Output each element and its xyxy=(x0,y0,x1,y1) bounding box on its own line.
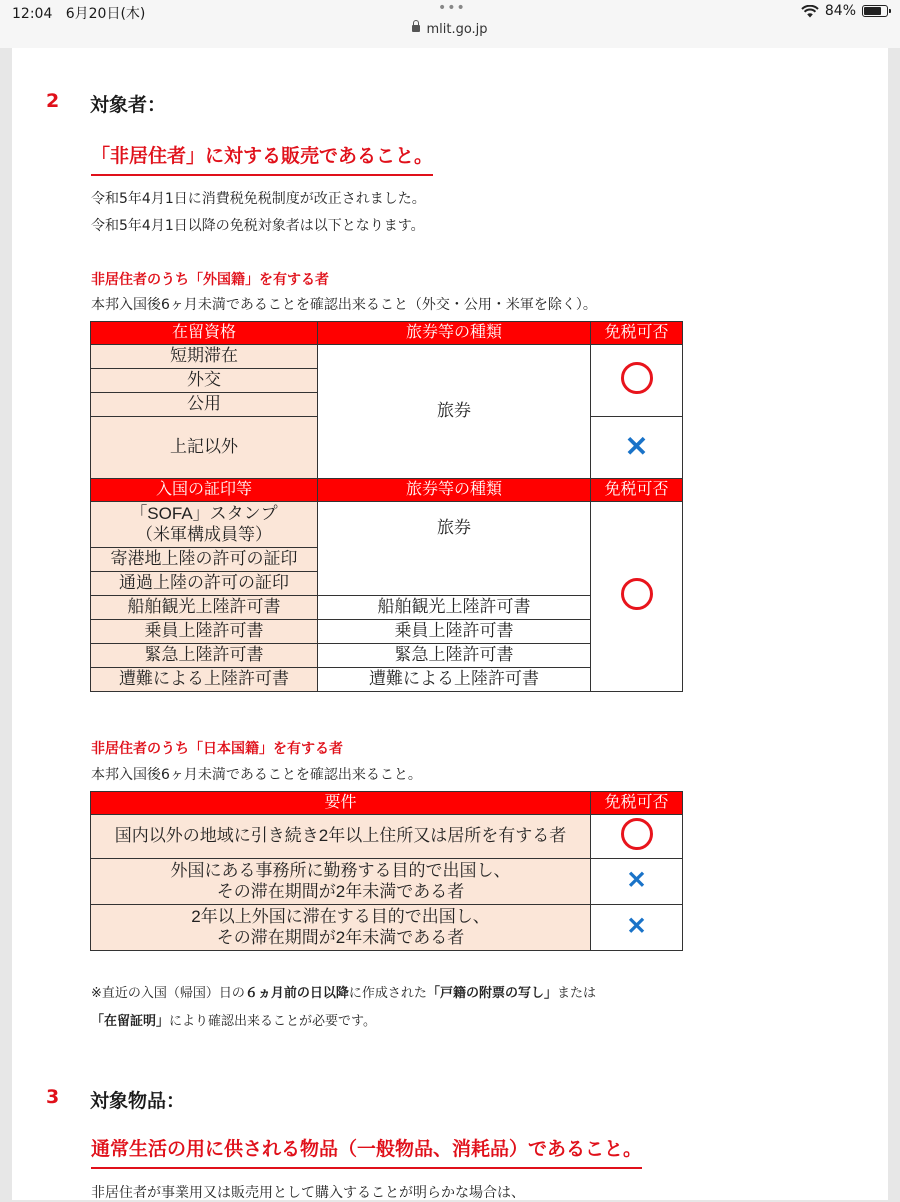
status-indicators xyxy=(801,3,888,19)
body-line: 令和5年4月1日に消費税免税制度が改正されました。 xyxy=(91,191,426,207)
section-title: 対象物品： xyxy=(90,1090,186,1112)
note-bold: 「在留証明」 xyxy=(91,1014,170,1029)
japanese-desc: 本邦入国後6ヶ月未満であることを確認出来ること。 xyxy=(91,767,422,783)
requirement-cell: 国内以外の地域に引き続き2年以上住所又は居所を有する者 xyxy=(91,815,591,859)
entry-stamp-cell: 船舶観光上陸許可書 xyxy=(91,596,318,620)
table-header-cell: 入国の証印等 xyxy=(91,479,318,502)
eligibility-cell xyxy=(591,502,683,692)
url-text: mlit.go.jp xyxy=(426,22,488,37)
status-date: 6月20日(木) xyxy=(65,6,146,22)
web-page xyxy=(12,48,888,1200)
table-row xyxy=(91,502,683,548)
table-header-cell: 要件 xyxy=(91,792,591,815)
battery-level xyxy=(864,7,881,15)
foreign-status-table xyxy=(90,321,683,692)
table-header-cell: 免税可否 xyxy=(591,479,683,502)
status-cell: 上記以外 xyxy=(91,417,318,479)
table-header-row xyxy=(91,792,683,815)
section-red-heading: 通常生活の用に供される物品（一般物品、消耗品）であること。 xyxy=(91,1134,642,1169)
body-line: 非居住者が事業用又は販売用として購入することが明らかな場合は、 xyxy=(91,1185,525,1201)
note-text: または xyxy=(556,986,596,1001)
eligibility-cell xyxy=(591,815,683,859)
table-row xyxy=(91,859,683,905)
entry-stamp-cell: 遭難による上陸許可書 xyxy=(91,668,318,692)
table-row xyxy=(91,905,683,951)
note-bold: 「戸籍の附票の写し」 xyxy=(426,986,557,1001)
eligibility-cell xyxy=(591,345,683,417)
requirement-cell: 外国にある事務所に勤務する目的で出国し、 その滞在期間が2年未満である者 xyxy=(91,859,591,905)
table-header-cell: 在留資格 xyxy=(91,322,318,345)
circle-mark-icon xyxy=(621,362,653,394)
cross-mark-icon: ✕ xyxy=(624,431,649,463)
table-row xyxy=(91,345,683,369)
note-bold: ６ヵ月前の日以降 xyxy=(244,986,349,1001)
eligibility-cell xyxy=(591,905,683,951)
japanese-heading: 非居住者のうち「日本国籍」を有する者 xyxy=(91,741,343,757)
table-header-cell: 旅券等の種類 xyxy=(318,479,591,502)
table-header-cell: 免税可否 xyxy=(591,322,683,345)
document-cell: 緊急上陸許可書 xyxy=(318,644,591,668)
status-cell: 公用 xyxy=(91,393,318,417)
body-line: 令和5年4月1日以降の免税対象者は以下となります。 xyxy=(91,218,425,234)
section-number: 3 xyxy=(46,1086,60,1108)
table-row xyxy=(91,815,683,859)
document-cell: 遭難による上陸許可書 xyxy=(318,668,591,692)
status-cell: 短期滞在 xyxy=(91,345,318,369)
lock-icon xyxy=(412,25,420,32)
document-cell: 旅券 xyxy=(318,502,591,596)
table-header-row xyxy=(91,322,683,345)
wifi-icon xyxy=(801,5,819,18)
address-bar[interactable] xyxy=(0,22,900,37)
battery-icon xyxy=(862,5,888,17)
more-dots-icon[interactable]: ••• xyxy=(438,0,466,16)
entry-stamp-cell: 乗員上陸許可書 xyxy=(91,620,318,644)
document-cell: 船舶観光上陸許可書 xyxy=(318,596,591,620)
table-header-row xyxy=(91,479,683,502)
section-title: 対象者： xyxy=(90,94,167,116)
eligibility-cell xyxy=(591,417,683,479)
document-cell: 乗員上陸許可書 xyxy=(318,620,591,644)
table-header-cell: 免税可否 xyxy=(591,792,683,815)
section-number: 2 xyxy=(46,90,60,112)
status-time-date xyxy=(12,3,145,23)
battery-percent: 84% xyxy=(824,3,856,19)
eligibility-cell xyxy=(591,859,683,905)
entry-stamp-cell: 緊急上陸許可書 xyxy=(91,644,318,668)
table-header-cell: 旅券等の種類 xyxy=(318,322,591,345)
entry-stamp-cell: 寄港地上陸の許可の証印 xyxy=(91,548,318,572)
note-text: ※直近の入国（帰国）日の xyxy=(91,986,245,1001)
status-time: 12:04 xyxy=(12,6,53,22)
circle-mark-icon xyxy=(621,818,653,850)
section-red-heading: 「非居住者」に対する販売であること。 xyxy=(91,141,433,176)
cross-mark-icon: ✕ xyxy=(626,913,647,941)
japanese-requirements-table xyxy=(90,791,683,951)
document-cell: 旅券 xyxy=(318,345,591,479)
requirement-cell: 2年以上外国に滞在する目的で出国し、 その滞在期間が2年未満である者 xyxy=(91,905,591,951)
note-text: により確認出来ることが必要です。 xyxy=(169,1014,376,1029)
status-bar xyxy=(0,0,900,48)
status-cell: 外交 xyxy=(91,369,318,393)
entry-stamp-cell: 「SOFA」スタンプ （米軍構成員等） xyxy=(91,502,318,548)
requirement-note xyxy=(91,982,596,1001)
cross-mark-icon: ✕ xyxy=(626,867,647,895)
requirement-note-line2 xyxy=(91,1010,376,1029)
circle-mark-icon xyxy=(621,578,653,610)
entry-stamp-cell: 通過上陸の許可の証印 xyxy=(91,572,318,596)
foreign-desc: 本邦入国後6ヶ月未満であることを確認出来ること（外交・公用・米軍を除く）。 xyxy=(91,297,597,313)
foreign-heading: 非居住者のうち「外国籍」を有する者 xyxy=(91,272,329,288)
note-text: に作成された xyxy=(348,986,427,1001)
